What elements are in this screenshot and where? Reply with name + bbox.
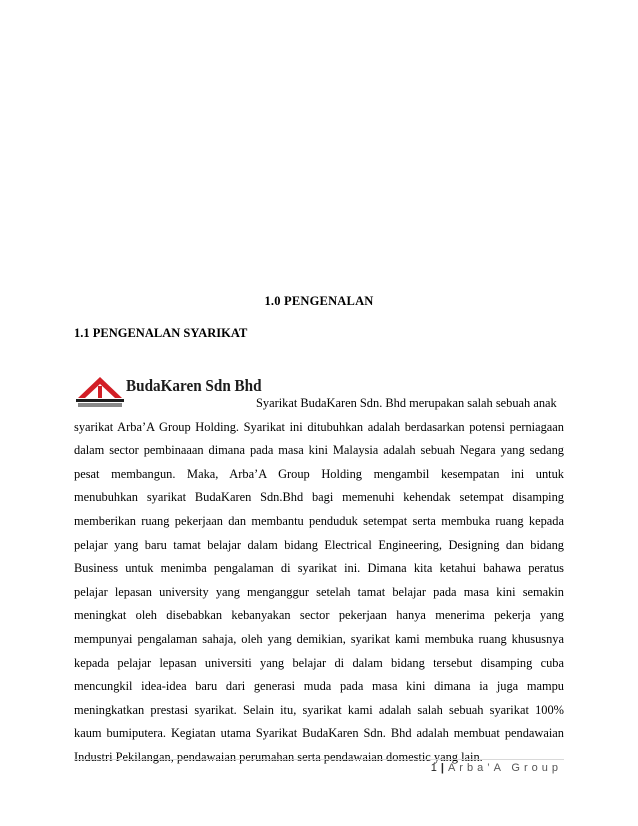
subsection-title: 1.1 PENGENALAN SYARIKAT — [74, 326, 248, 340]
paragraph-line: pelajar lepasan university yang menganggur setelah tamat belajar pada masa kini semakin — [74, 584, 564, 599]
paragraph-line: memberikan ruang pekerjaan dan membantu penduduk setempat serta membuka ruang kepada — [74, 513, 564, 528]
logo-wordmark: BudaKaren Sdn Bhd — [126, 376, 262, 395]
paragraph-line: menubuhkan syarikat BudaKaren Sdn.Bhd bagi memenuhi kehendak setempat disamping — [74, 490, 564, 505]
footer-company: Arba’A Group — [447, 762, 562, 774]
footer-divider — [74, 759, 564, 760]
footer-separator: | — [440, 762, 444, 774]
paragraph-line: syarikat Arba’A Group Holding. Syarikat ini ditubuhkan adalah berdasarkan potensi perniagaan — [74, 419, 564, 434]
page-footer — [431, 762, 562, 774]
section-title: 1.0 PENGENALAN — [264, 294, 374, 308]
page-number: 1 — [430, 762, 437, 774]
paragraph-line: pesat membangun. Maka, Arba’A Group Holding mengambil kesempatan ini untuk — [74, 466, 564, 481]
paragraph-line: mencungkil idea-idea baru dari generasi muda pada masa kini dimana ia juga mampu — [74, 679, 564, 694]
paragraph-line: meningkat oleh disebabkan kebanyakan sector pekerjaan hanya menerima pekerja yang — [74, 608, 564, 623]
paragraph-line: pelajar yang baru tamat belajar dalam bidang Electrical Engineering, Designing dan bidang — [74, 537, 564, 552]
paragraph-line: Syarikat BudaKaren Sdn. Bhd merupakan salah sebuah anak — [256, 396, 557, 410]
paragraph-line: kaum bumiputera. Kegiatan utama Syarikat BudaKaren Sdn. Bhd adalah membuat pendawaian — [74, 726, 564, 741]
paragraph-line: mempunyai pengalaman sahaja, oleh yang demikian, syarikat kami membuka ruang khususnya — [74, 631, 564, 646]
paragraph-line: Industri Pekilangan, pendawaian perumahan serta pendawaian domestic yang lain. — [74, 749, 483, 764]
paragraph-line: meningkatkan prestasi syarikat. Selain itu, syarikat kami adalah salah sebuah syarikat 100% — [74, 702, 564, 717]
intro-paragraph — [74, 392, 564, 770]
paragraph-line: dalam sector pembinaaan dimana pada masa kini Malaysia adalah sebuah Negara yang sedang — [74, 443, 564, 458]
paragraph-line: Business untuk menimba pengalaman di syarikat ini. Dimana kita ketahui bahawa peratus — [74, 561, 564, 576]
paragraph-line: kepada pelajar lepasan universiti yang belajar di dalam bidang tersebut disamping cuba — [74, 655, 564, 670]
